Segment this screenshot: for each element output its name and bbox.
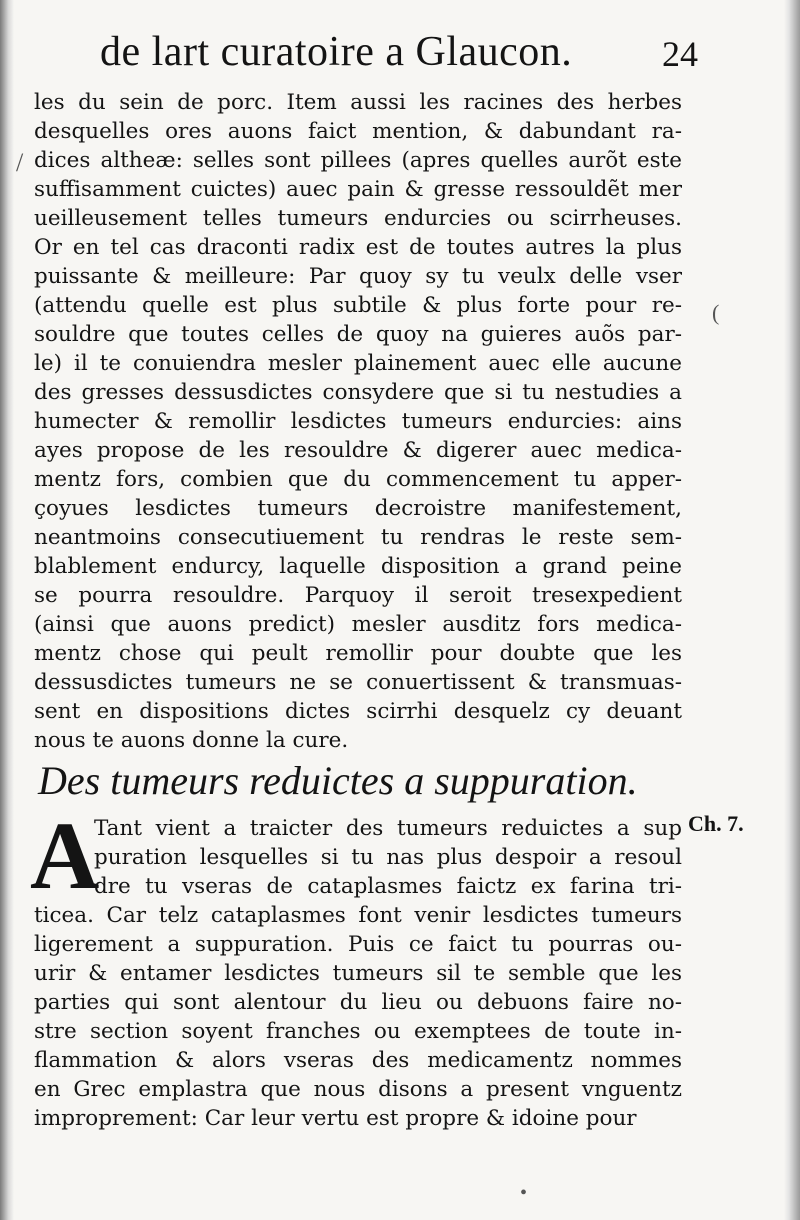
initial-text [94,814,682,901]
text-line: urir & entamer lesdictes tumeurs sil te semble que les [34,961,682,986]
margin-stroke: / [16,148,24,177]
text-line: mentz fors, combien que du commencement tu apper- [34,467,682,492]
drop-cap-initial: A [30,802,100,909]
text-line: dessusdictes tumeurs ne se conuertissent & transmuas- [34,670,682,695]
text-line: parties qui sont alentour du lieu ou debuons faire no- [34,990,682,1015]
text-line: puissante & meilleure: Par quoy sy tu veulx delle vser [34,264,682,289]
running-head: de lart curatoire a Glaucon. [100,29,573,75]
text-line: çoyues lesdictes tumeurs decroistre manifestement, [34,496,682,521]
text-line: desquelles ores auons faict mention, & dabundant ra- [34,119,682,144]
text-line: (ainsi que auons predict) mesler ausditz fors medica- [34,612,682,637]
section-text [34,901,682,1133]
text-line: flammation & alors vseras des medicamentz nommes [34,1048,682,1073]
text-line: puration lesquelles si tu nas plus despoir a resoul [94,845,682,870]
text-line: en Grec emplastra que nous disons a present vnguentz [34,1077,682,1102]
text-line: ligerement a suppuration. Puis ce faict tu pourras ou- [34,932,682,957]
text-line: ayes propose de les resouldre & digerer auec medica- [34,438,682,463]
text-line: des gresses dessusdictes consydere que si tu nestudies a [34,380,682,405]
text-line: humecter & remollir lesdictes tumeurs endurcies: ains [34,409,682,434]
text-line: nous te auons donne la cure. [34,728,349,753]
text-line: souldre que toutes celles de quoy na guieres auõs par- [34,322,682,347]
text-line: dices altheæ: selles sont pillees (apres quelles aurõt este [34,148,682,173]
text-line: suffisamment cuictes) auec pain & gresse ressouldẽt mer [34,177,682,202]
body-text [34,88,682,755]
margin-stroke: ( [712,300,720,325]
text-line: dre tu vseras de cataplasmes faictz ex farina tri- [94,874,682,899]
text-line: ueilleusement telles tumeurs endurcies ou scirrheuses. [34,206,682,231]
text-line: ticea. Car telz cataplasmes font venir lesdictes tumeurs [34,903,682,928]
text-line: Or en tel cas draconti radix est de toutes autres la plus [34,235,682,260]
chapter-marginal-note: Ch. 7. [688,811,744,836]
text-line: blablement endurcy, laquelle disposition a grand peine [34,554,682,579]
text-line: neantmoins consecutiuement tu rendras le reste sem- [34,525,682,550]
text-line: Tant vient a traicter des tumeurs reduictes a sup [94,816,682,841]
text-line: se pourra resouldre. Parquoy il seroit tresexpedient [34,583,682,608]
page-number: 24 [662,34,698,74]
text-line: sent en dispositions dictes scirrhi desquelz cy deuant [34,699,682,724]
text-line: (attendu quelle est plus subtile & plus forte pour re- [34,293,682,318]
section-heading: Des tumeurs reduictes a suppuration. [38,758,638,803]
text-line: stre section soyent franches ou exemptees de toute in- [34,1019,682,1044]
text-line: le) il te conuiendra mesler plainement auec elle aucune [34,351,682,376]
text-line: les du sein de porc. Item aussi les racines des herbes [34,90,682,115]
ink-spot: • [520,1182,528,1204]
text-line: mentz chose qui peult remollir pour doubte que les [34,641,682,666]
text-line: improprement: Car leur vertu est propre & idoine pour [34,1106,637,1131]
